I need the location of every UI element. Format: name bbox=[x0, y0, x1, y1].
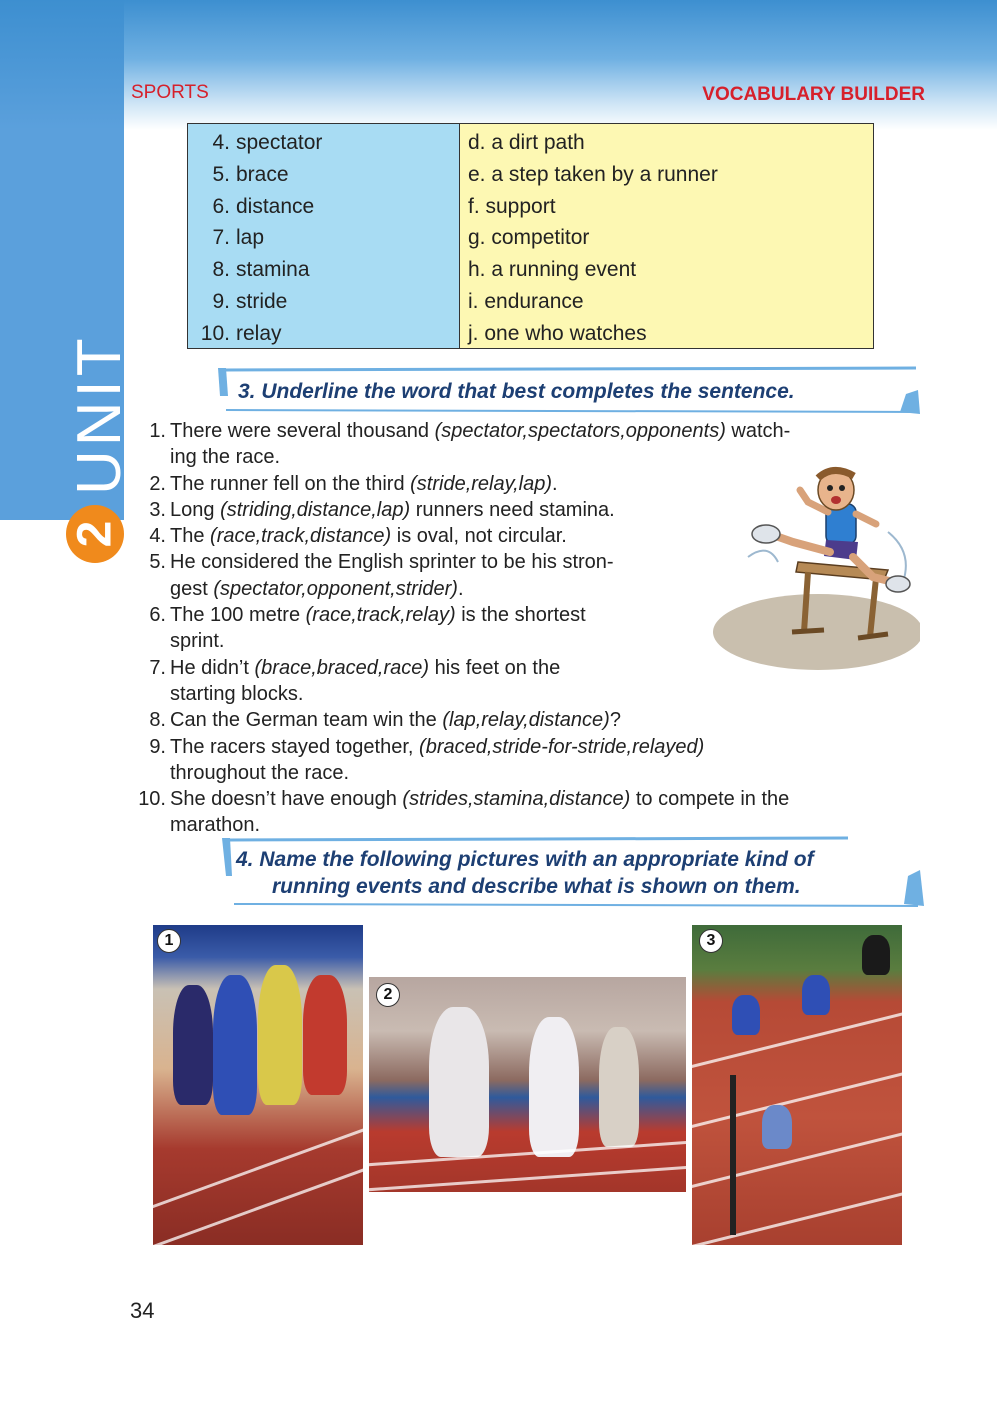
word-cell: 6. distance bbox=[212, 194, 315, 218]
definition-cell: d. a dirt path bbox=[468, 131, 585, 154]
answer-options: (spectator,opponent,strider) bbox=[213, 577, 458, 600]
list-item: 7. He didn’t (brace,braced,race) his feet on the starting blocks. bbox=[149, 656, 561, 705]
photo-number-badge: 2 bbox=[376, 983, 400, 1007]
words-column bbox=[188, 124, 460, 348]
answer-options: (spectator,spectators,opponents) bbox=[434, 420, 726, 442]
task4-title-line1: 4. Name the following pictures with an appropriate kind of bbox=[236, 848, 814, 871]
definitions-column bbox=[460, 124, 873, 348]
answer-options: (race,track,relay) bbox=[305, 604, 456, 627]
word-cell: 7. lap bbox=[212, 226, 265, 250]
word-cell: 5. brace bbox=[212, 162, 289, 186]
section-title: SPORTS bbox=[131, 82, 209, 103]
hurdler-illustration bbox=[708, 462, 920, 672]
word-cell: 9. stride bbox=[212, 289, 288, 313]
answer-options: (strides,stamina,distance) bbox=[402, 788, 631, 811]
unit-number: 2 bbox=[67, 520, 121, 548]
photo-distance-runners bbox=[153, 925, 363, 1245]
vocabulary-table bbox=[187, 123, 874, 349]
photo-number-badge: 1 bbox=[157, 929, 181, 953]
list-item: 5. He considered the English sprinter to be his stron- gest (spectator,opponent,strider). bbox=[149, 551, 614, 600]
unit-label: UNIT bbox=[65, 334, 134, 495]
header-band bbox=[0, 0, 997, 130]
list-item: 8. Can the German team win the (lap,relay,distance)? bbox=[149, 709, 621, 732]
section-subtitle: VOCABULARY BUILDER bbox=[702, 84, 925, 105]
unit-number-badge bbox=[66, 505, 124, 563]
word-cell: 8. stamina bbox=[212, 258, 310, 282]
definition-cell: f. support bbox=[468, 194, 556, 218]
side-tab-gradient bbox=[0, 0, 124, 130]
answer-options: (lap,relay,distance) bbox=[442, 709, 610, 732]
photo-number-badge: 3 bbox=[699, 929, 723, 953]
task4-title-line2: running events and describe what is shown on them. bbox=[272, 875, 801, 898]
definition-cell: e. a step taken by a runner bbox=[468, 162, 718, 186]
answer-options: (stride,relay,lap) bbox=[410, 472, 553, 495]
word-cell: 4. spectator bbox=[212, 131, 323, 154]
list-item: 1. There were several thousand (spectator,spectators,opponents) watch- ing the race. bbox=[149, 420, 791, 469]
list-item: 4. The (race,track,distance) is oval, not circular. bbox=[149, 525, 567, 548]
list-item: 10. She doesn’t have enough (strides,stamina,distance) to compete in the marathon. bbox=[138, 788, 790, 837]
answer-options: (brace,braced,race) bbox=[254, 656, 430, 679]
definition-cell: i. endurance bbox=[468, 289, 584, 313]
answer-options: (race,track,distance) bbox=[210, 525, 392, 548]
definition-cell: h. a running event bbox=[468, 258, 637, 282]
task3-title: 3. Underline the word that best completes the sentence. bbox=[238, 380, 795, 403]
definition-cell: g. competitor bbox=[468, 226, 590, 250]
photo-sprint-race bbox=[369, 977, 686, 1192]
list-item: 6. The 100 metre (race,track,relay) is the shortest sprint. bbox=[149, 604, 586, 653]
word-cell: 10. relay bbox=[200, 321, 282, 345]
photo-hurdles-race bbox=[692, 925, 902, 1245]
task4-title bbox=[236, 846, 814, 900]
list-item: 9. The racers stayed together, (braced,stride-for-stride,relayed) throughout the race. bbox=[149, 735, 705, 784]
list-item: 2. The runner fell on the third (stride,relay,lap). bbox=[149, 472, 558, 495]
definition-cell: j. one who watches bbox=[468, 321, 647, 345]
answer-options: (braced,stride-for-stride,relayed) bbox=[419, 735, 705, 758]
page-number: 34 bbox=[130, 1298, 155, 1323]
answer-options: (striding,distance,lap) bbox=[220, 498, 411, 521]
list-item: 3. Long (striding,distance,lap) runners need stamina. bbox=[149, 498, 615, 521]
